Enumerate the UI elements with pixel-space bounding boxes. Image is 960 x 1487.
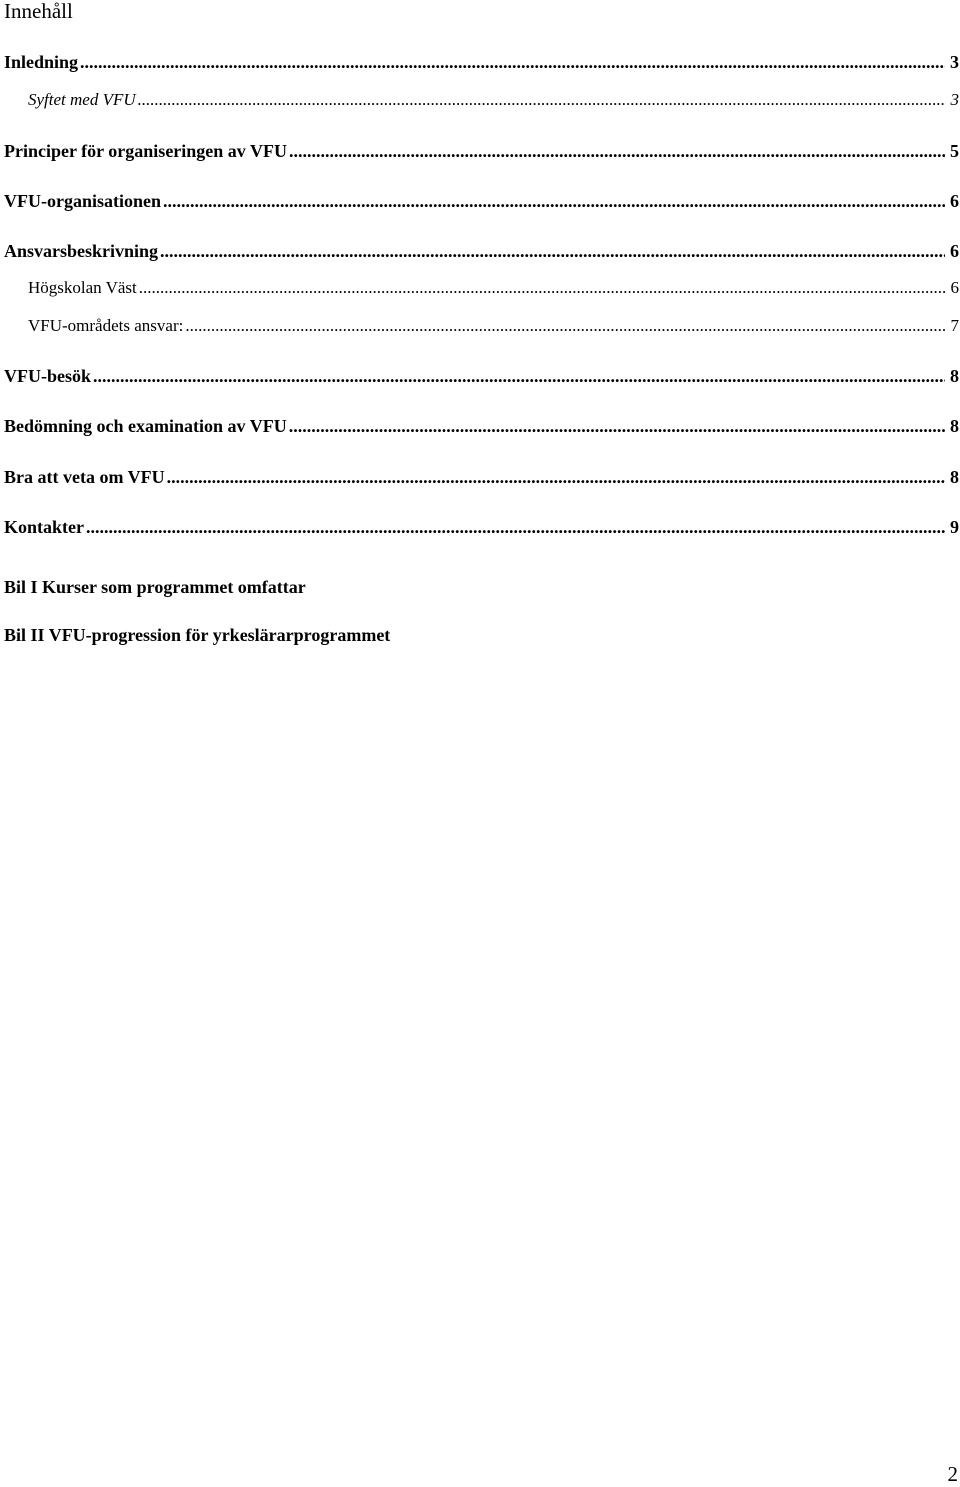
toc-entry-label: Bra att veta om VFU bbox=[4, 467, 165, 487]
toc-entry-vfu-omradets-ansvar[interactable] bbox=[4, 315, 960, 337]
toc-entry-label: Syftet med VFU bbox=[28, 90, 136, 109]
toc-leader-dots bbox=[80, 51, 945, 73]
toc-entry-syftet-med-vfu[interactable] bbox=[4, 89, 960, 111]
toc-leader-dots bbox=[93, 365, 945, 387]
toc-leader-dots bbox=[289, 415, 945, 437]
toc-entry-label: Principer för organiseringen av VFU bbox=[4, 141, 287, 161]
toc-entry-page: 8 bbox=[950, 467, 959, 487]
toc-entry-page: 6 bbox=[950, 278, 959, 297]
toc-entry-label: VFU-organisationen bbox=[4, 191, 161, 211]
toc-entry-page: 7 bbox=[950, 316, 959, 335]
toc-entry-kontakter[interactable] bbox=[4, 516, 960, 538]
toc-entry-ansvarsbeskrivning[interactable] bbox=[4, 240, 960, 262]
toc-entry-inledning[interactable] bbox=[4, 51, 960, 73]
toc-leader-dots bbox=[167, 466, 945, 488]
toc-leader-dots bbox=[138, 89, 946, 111]
toc-entry-page: 5 bbox=[950, 141, 959, 161]
toc-entry-label: Ansvarsbeskrivning bbox=[4, 241, 159, 261]
page-number: 2 bbox=[947, 1462, 958, 1486]
page-title: Innehåll bbox=[4, 0, 73, 23]
toc-entry-page: 8 bbox=[950, 416, 959, 436]
toc-entry-page: 6 bbox=[950, 241, 959, 261]
appendix-bil-2: Bil II VFU-progression för yrkeslärarprogrammet bbox=[4, 625, 391, 645]
toc-entry-label: Inledning bbox=[4, 52, 79, 72]
toc-entry-vfu-organisationen[interactable] bbox=[4, 190, 960, 212]
toc-entry-bra-att-veta[interactable] bbox=[4, 466, 960, 488]
toc-entry-page: 3 bbox=[950, 52, 959, 72]
toc-entry-page: 6 bbox=[950, 191, 959, 211]
toc-entry-label: Högskolan Väst bbox=[28, 278, 137, 297]
toc-entry-label: Kontakter bbox=[4, 517, 84, 537]
appendix-bil-1: Bil I Kurser som programmet omfattar bbox=[4, 577, 306, 597]
toc-entry-page: 9 bbox=[950, 517, 959, 537]
toc-leader-dots bbox=[160, 240, 945, 262]
toc-entry-page: 8 bbox=[950, 366, 959, 386]
toc-entry-hogskolan-vast[interactable] bbox=[4, 277, 960, 299]
toc-leader-dots bbox=[163, 190, 945, 212]
toc-leader-dots bbox=[289, 140, 945, 162]
toc-leader-dots bbox=[86, 516, 945, 538]
toc-entry-page: 3 bbox=[950, 90, 959, 109]
toc-entry-bedomning[interactable] bbox=[4, 415, 960, 437]
toc-entry-label: VFU-besök bbox=[4, 366, 92, 386]
toc-entry-vfu-besok[interactable] bbox=[4, 365, 960, 387]
toc-entry-principer[interactable] bbox=[4, 140, 960, 162]
toc-leader-dots bbox=[139, 277, 946, 299]
toc-leader-dots bbox=[185, 315, 945, 337]
toc-entry-label: Bedömning och examination av VFU bbox=[4, 416, 287, 436]
toc-entry-label: VFU-områdets ansvar: bbox=[28, 316, 184, 335]
